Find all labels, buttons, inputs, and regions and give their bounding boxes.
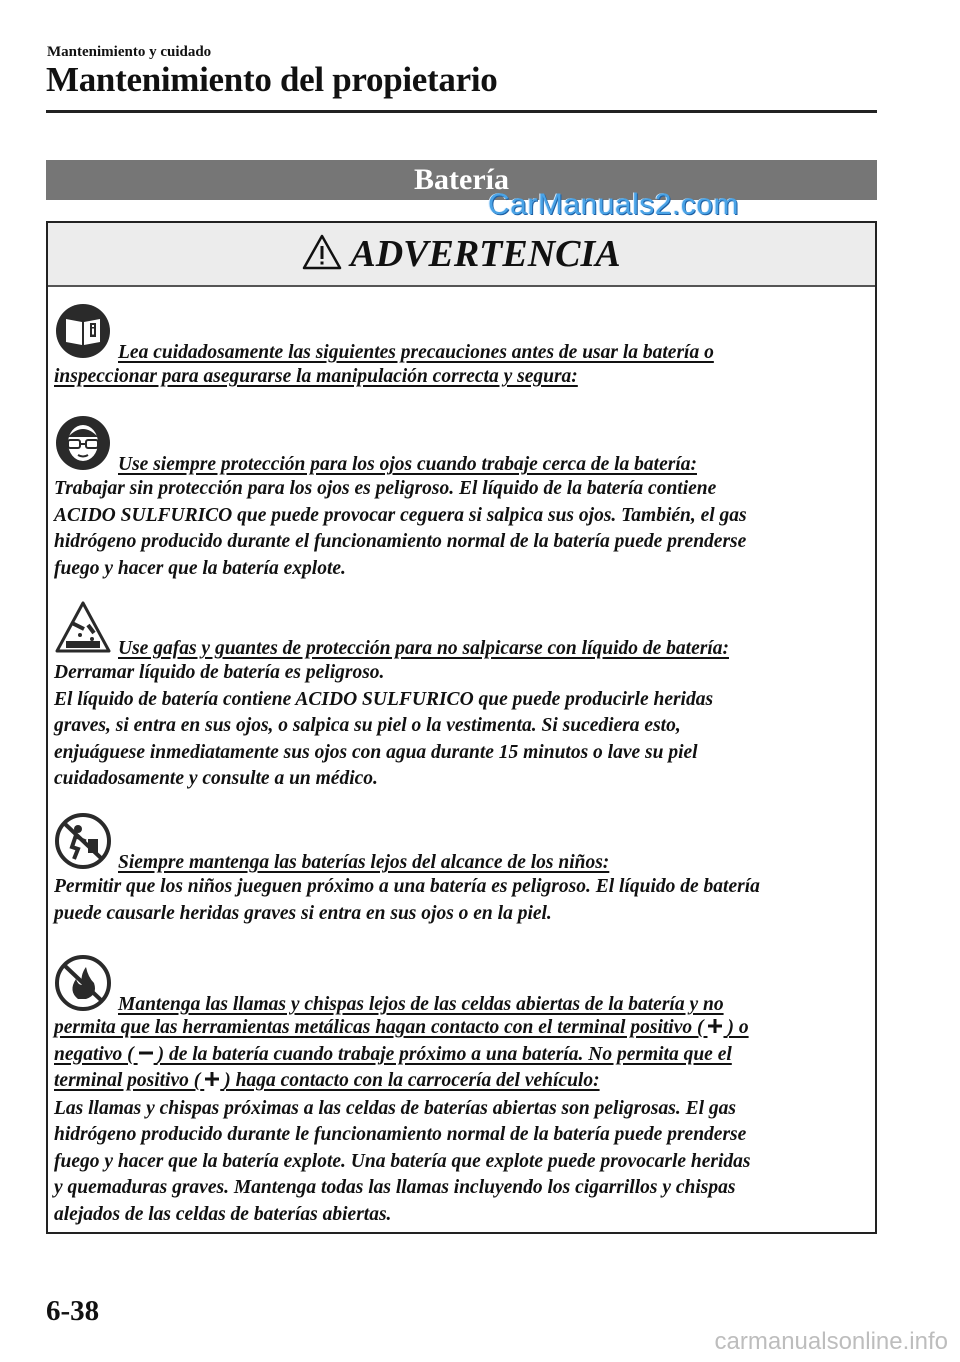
heading-line: permita que las herramientas metálicas hagan contacto con el terminal positivo (: [54, 1017, 704, 1038]
warning-title: ADVERTENCIA: [350, 233, 621, 275]
warning-item-corrosive: [54, 599, 870, 793]
heading-line: Lea cuidadosamente las siguientes precauciones antes de usar la batería o: [118, 342, 714, 363]
heading-line: negativo (: [54, 1043, 134, 1065]
plus-symbol-icon: [703, 1020, 727, 1037]
body-line: fuego y hacer que la batería explote. Una batería que explote puede provocarle heridas: [54, 1150, 751, 1172]
heading-line: ) o: [727, 1017, 749, 1038]
corrosive-hazard-icon: [54, 599, 114, 660]
eye-protection-icon: [54, 415, 114, 476]
heading-line: ) haga contacto con la carrocería del vehículo:: [224, 1070, 600, 1091]
warning-item-read-manual: [54, 303, 870, 388]
title-divider: [46, 110, 877, 113]
body-line: alejados de las celdas de baterías abiertas.: [54, 1203, 392, 1225]
warning-triangle-icon: [302, 234, 342, 270]
read-manual-icon: [54, 303, 114, 364]
minus-symbol-icon: [134, 1047, 158, 1064]
keep-away-from-children-icon: [54, 813, 114, 874]
body-line: Las llamas y chispas próximas a las celdas de baterías abiertas son peligrosas. El gas: [54, 1097, 736, 1119]
warning-item-eye-protection: [54, 415, 870, 582]
body-line: El líquido de batería contiene ACIDO SULFURICO que puede producirle heridas: [54, 688, 714, 710]
heading-line: Mantenga las llamas y chispas lejos de las celdas abiertas de la batería y no: [118, 994, 724, 1015]
breadcrumb: Mantenimiento y cuidado: [47, 44, 212, 60]
warning-item-children: [54, 813, 870, 927]
page-title: Mantenimiento del propietario: [46, 60, 498, 99]
body-line: Permitir que los niños jueguen próximo a una batería es peligroso. El líquido de batería: [54, 876, 760, 897]
warning-item-flames: [54, 955, 870, 1228]
body-line: enjuáguese inmediatamente sus ojos con agua durante 15 minutos o lave su piel: [54, 741, 698, 763]
watermark-bottom: carmanualsonline.info: [714, 1328, 948, 1355]
watermark-top: CarManuals2.com: [488, 188, 739, 221]
heading-line: Siempre mantenga las baterías lejos del alcance de los niños:: [118, 852, 610, 873]
no-flames-icon: [54, 955, 114, 1016]
body-line: Trabajar sin protección para los ojos es peligroso. El líquido de la batería contiene: [54, 478, 717, 499]
body-line: y quemaduras graves. Mantenga todas las llamas incluyendo los cigarrillos y chispas: [54, 1177, 736, 1198]
section-banner: Batería: [46, 160, 877, 200]
body-line: cuidadosamente y consulte a un médico.: [54, 768, 378, 789]
heading-line: Use gafas y guantes de protección para no salpicarse con líquido de batería:: [118, 638, 729, 659]
body-line: hidrógeno producido durante el funcionamiento normal de la batería puede prenderse: [54, 531, 747, 552]
body-line: hidrógeno producido durante le funcionamiento normal de la batería puede prenderse: [54, 1124, 747, 1145]
page-number: 6-38: [46, 1295, 100, 1327]
warning-box: [46, 221, 877, 1234]
heading-line: terminal positivo (: [54, 1070, 201, 1091]
body-line: fuego y hacer que la batería explote.: [54, 557, 346, 579]
body-line: puede causarle heridas graves si entra en sus ojos o en la piel.: [54, 902, 552, 924]
body-line: Derramar líquido de batería es peligroso.: [54, 662, 385, 683]
heading-line: ) de la batería cuando trabaje próximo a una batería. No permita que el: [157, 1043, 732, 1065]
body-line: graves, si entra en sus ojos, o salpica su piel o la vestimenta. Si sucediera esto,: [54, 715, 681, 736]
warning-header: [48, 223, 875, 287]
plus-symbol-icon: [200, 1073, 224, 1090]
body-line: ACIDO SULFURICO que puede provocar ceguera si salpica sus ojos. También, el gas: [54, 504, 747, 526]
heading-line: Use siempre protección para los ojos cuando trabaje cerca de la batería:: [118, 454, 697, 475]
heading-line: inspeccionar para asegurarse la manipulación correcta y segura:: [54, 366, 578, 387]
